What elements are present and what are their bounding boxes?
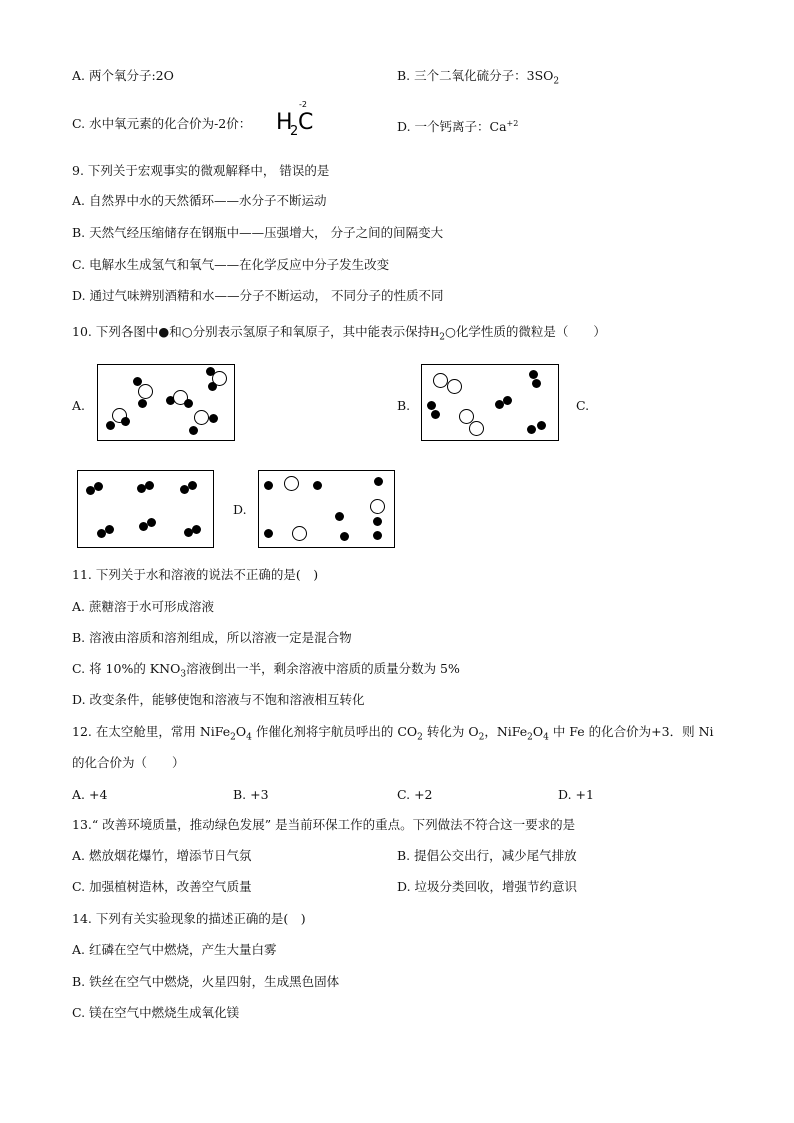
oxygen-atom: [370, 499, 385, 514]
q12-stem-line2: 的化合价为（ ）: [72, 755, 185, 770]
q10-diagram-b: [421, 364, 559, 441]
hydrogen-atom: [373, 531, 382, 540]
q8-c-formula-c: C: [298, 110, 314, 135]
q11-option-a: A. 蔗糖溶于水可形成溶液: [72, 599, 214, 614]
q10-label-a: A.: [72, 398, 86, 413]
q12-option-c: C. +2: [397, 787, 433, 802]
hydrogen-atom: [138, 399, 147, 408]
q10-diagram-d: [258, 470, 395, 548]
hydrogen-atom: [529, 370, 538, 379]
q13-stem: 13.“ 改善环境质量，推动绿色发展” 是当前环保工作的重点。下列做法不符合这一要求的是: [72, 817, 576, 832]
q10-label-b: B.: [397, 398, 411, 413]
oxygen-atom: [194, 410, 209, 425]
q9-option-c: C. 电解水生成氢气和氧气——在化学反应中分子发生改变: [72, 257, 390, 272]
q12-option-b: B. +3: [233, 787, 269, 802]
oxygen-atom: [284, 476, 299, 491]
hydrogen-atom: [192, 525, 201, 534]
hydrogen-atom: [537, 421, 546, 430]
q14-option-c: C. 镁在空气中燃烧生成氧化镁: [72, 1005, 240, 1020]
q12-option-d: D. +1: [558, 787, 594, 802]
q8-option-d: D. 一个钙离子：$Ca^{+2}$: [397, 119, 519, 135]
q8-c-valence: -2: [299, 100, 307, 109]
hydrogen-atom: [373, 517, 382, 526]
hydrogen-atom: [532, 379, 541, 388]
q11-option-c: C. 将 10%的 $KNO_3$溶液倒出一半，剩余溶液中溶质的质量分数为 5%: [72, 661, 460, 680]
hydrogen-atom: [527, 425, 536, 434]
hydrogen-atom: [427, 401, 436, 410]
hydrogen-atom: [121, 417, 130, 426]
hydrogen-atom: [106, 421, 115, 430]
q9-option-d: D. 通过气味辨别酒精和水——分子不断运动， 不同分子的性质不同: [72, 288, 444, 303]
q10-label-d: D.: [233, 502, 247, 517]
hydrogen-atom: [313, 481, 322, 490]
hydrogen-atom: [145, 481, 154, 490]
q11-stem: 11. 下列关于水和溶液的说法不正确的是( ): [72, 567, 319, 582]
q12-option-a: A. +4: [72, 787, 108, 802]
q13-option-b: B. 提倡公交出行，减少尾气排放: [397, 848, 577, 863]
oxygen-atom: [469, 421, 484, 436]
q9-option-b: B. 天然气经压缩储存在钢瓶中——压强增大， 分子之间的间隔变大: [72, 225, 444, 240]
hydrogen-atom: [335, 512, 344, 521]
hydrogen-atom: [184, 399, 193, 408]
q13-option-c: C. 加强植树造林，改善空气质量: [72, 879, 252, 894]
hydrogen-atom: [209, 414, 218, 423]
q8-option-a: A. 两个氧分子:2O: [72, 68, 174, 83]
q11-option-b: B. 溶液由溶质和溶剂组成，所以溶液一定是混合物: [72, 630, 352, 645]
hydrogen-atom: [147, 518, 156, 527]
hydrogen-atom: [264, 481, 273, 490]
hydrogen-atom: [374, 477, 383, 486]
q9-option-a: A. 自然界中水的天然循环——水分子不断运动: [72, 193, 327, 208]
hydrogen-atom: [503, 396, 512, 405]
hydrogen-atom: [188, 481, 197, 490]
q10-diagram-c: [77, 470, 214, 548]
hydrogen-atom: [105, 525, 114, 534]
oxygen-atom: [138, 384, 153, 399]
q8-option-b: B. 三个二氧化硫分子：$3SO_2$: [397, 68, 560, 87]
q8-option-c: C. 水中氧元素的化合价为-2价：: [72, 116, 252, 131]
oxygen-atom: [292, 526, 307, 541]
q8-c-formula-sub: 2: [290, 124, 299, 139]
hydrogen-atom: [94, 482, 103, 491]
hydrogen-atom: [208, 382, 217, 391]
q10-label-c: C.: [576, 398, 590, 413]
q10-diagram-a: [97, 364, 235, 441]
q14-stem: 14. 下列有关实验现象的描述正确的是( ): [72, 911, 306, 926]
q14-option-a: A. 红磷在空气中燃烧，产生大量白雾: [72, 942, 277, 957]
oxygen-atom: [433, 373, 448, 388]
q11-option-d: D. 改变条件，能够使饱和溶液与不饱和溶液相互转化: [72, 692, 365, 707]
hydrogen-atom: [264, 529, 273, 538]
q12-stem-line1: 12. 在太空舱里，常用 $NiFe_2O_4$ 作催化剂将宇航员呼出的 $CO_2$ 转化为 $O_2$，$NiFe_2O_4$ 中 Fe 的化合价为+3．则 Ni: [72, 724, 714, 743]
hydrogen-atom: [340, 532, 349, 541]
q10-stem: 10. 下列各图中●和○分别表示氢原子和氧原子，其中能表示保持$H_2○$化学性质的微粒是（ ）: [72, 324, 606, 343]
q9-stem: 9. 下列关于宏观事实的微观解释中， 错误的是: [72, 163, 330, 178]
oxygen-atom: [447, 379, 462, 394]
q14-option-b: B. 铁丝在空气中燃烧，火星四射，生成黑色固体: [72, 974, 340, 989]
q13-option-d: D. 垃圾分类回收，增强节约意识: [397, 879, 578, 894]
q13-option-a: A. 燃放烟花爆竹，增添节日气氛: [72, 848, 252, 863]
q8-c-formula: [276, 100, 326, 140]
hydrogen-atom: [189, 426, 198, 435]
q8-c-formula-h: H: [276, 110, 293, 135]
hydrogen-atom: [431, 410, 440, 419]
